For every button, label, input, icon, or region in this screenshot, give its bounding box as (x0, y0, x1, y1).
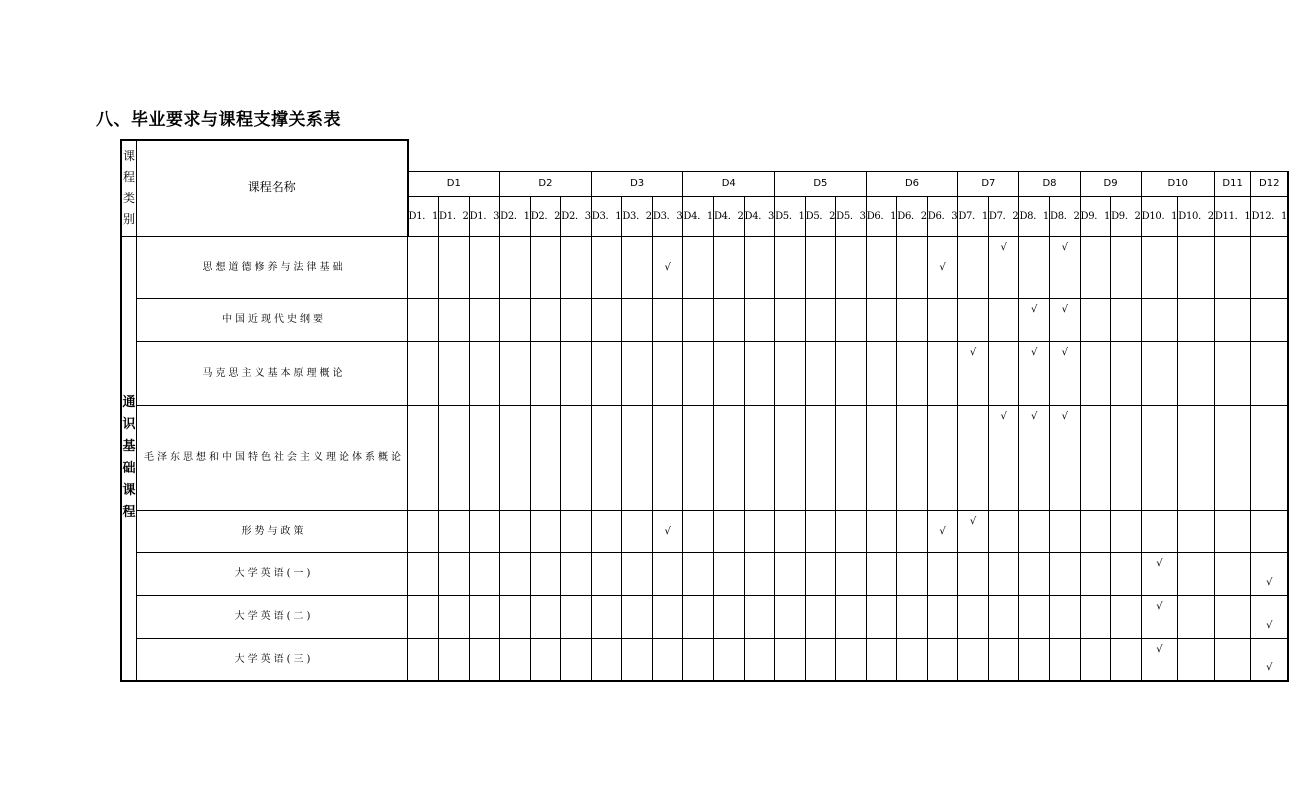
sub-header-d1-2: D1．2 (439, 196, 470, 236)
group-header-d12: D12 (1251, 171, 1288, 196)
support-cell (713, 298, 744, 341)
support-cell (500, 638, 531, 681)
group-header-d6: D6 (866, 171, 958, 196)
support-cell (958, 236, 989, 298)
support-cell (561, 510, 592, 552)
support-cell (622, 552, 653, 595)
support-cell (713, 236, 744, 298)
support-check-mark: √ (1251, 638, 1288, 681)
support-cell (1178, 298, 1215, 341)
support-cell (652, 341, 683, 405)
support-cell (805, 638, 836, 681)
support-cell (1019, 510, 1050, 552)
support-cell (469, 510, 500, 552)
support-cell (927, 638, 958, 681)
support-cell (897, 298, 928, 341)
support-cell (1178, 510, 1215, 552)
group-header-d7: D7 (958, 171, 1019, 196)
support-cell (683, 595, 714, 638)
support-cell (530, 638, 561, 681)
support-cell (775, 552, 806, 595)
support-cell (1178, 405, 1215, 510)
support-cell (469, 595, 500, 638)
support-check-mark: √ (1141, 552, 1178, 595)
support-cell (683, 552, 714, 595)
support-cell (591, 405, 622, 510)
support-cell (1214, 595, 1251, 638)
support-cell (897, 638, 928, 681)
support-cell (561, 638, 592, 681)
support-cell (897, 341, 928, 405)
support-cell (530, 298, 561, 341)
support-cell (1214, 298, 1251, 341)
course-name: 大学英语(一) (137, 552, 408, 595)
support-cell (500, 595, 531, 638)
header-blank (408, 140, 1289, 171)
support-cell (439, 510, 470, 552)
support-cell (713, 341, 744, 405)
support-cell (408, 510, 439, 552)
support-cell (958, 405, 989, 510)
support-cell (775, 341, 806, 405)
support-cell (897, 405, 928, 510)
support-cell (1111, 236, 1142, 298)
support-cell (958, 552, 989, 595)
support-cell (591, 236, 622, 298)
graduation-requirements-table (120, 139, 1289, 682)
support-cell (408, 236, 439, 298)
support-cell (713, 552, 744, 595)
sub-header-d12-1: D12．1 (1251, 196, 1288, 236)
support-cell (1049, 595, 1080, 638)
support-cell (988, 595, 1019, 638)
support-check-mark: √ (1141, 638, 1178, 681)
table-row (121, 638, 1288, 681)
support-cell (683, 638, 714, 681)
support-cell (469, 236, 500, 298)
support-cell (927, 341, 958, 405)
course-name: 大学英语(二) (137, 595, 408, 638)
support-cell (1080, 341, 1111, 405)
sub-header-d9-1: D9．1 (1080, 196, 1111, 236)
support-cell (530, 341, 561, 405)
support-cell (927, 405, 958, 510)
support-cell (683, 341, 714, 405)
sub-header-d10-1: D10．1 (1141, 196, 1178, 236)
support-check-mark: √ (1049, 236, 1080, 298)
sub-header-d1-1: D1．1 (408, 196, 439, 236)
support-cell (1049, 552, 1080, 595)
support-cell (408, 638, 439, 681)
course-name: 形势与政策 (137, 510, 408, 552)
support-cell (622, 405, 653, 510)
support-cell (775, 236, 806, 298)
sub-header-d10-2: D10．2 (1178, 196, 1215, 236)
support-cell (439, 236, 470, 298)
support-cell (591, 595, 622, 638)
support-cell (805, 510, 836, 552)
support-cell (500, 298, 531, 341)
support-cell (988, 638, 1019, 681)
group-header-d1: D1 (408, 171, 500, 196)
support-check-mark: √ (958, 510, 989, 552)
support-cell (1049, 638, 1080, 681)
support-cell (866, 552, 897, 595)
support-cell (1111, 341, 1142, 405)
sub-header-d2-1: D2．1 (500, 196, 531, 236)
support-cell (500, 341, 531, 405)
table-row (121, 341, 1288, 405)
support-cell (1214, 236, 1251, 298)
support-cell (805, 236, 836, 298)
support-cell (530, 595, 561, 638)
support-cell (805, 595, 836, 638)
sub-header-d1-3: D1．3 (469, 196, 500, 236)
support-cell (1111, 638, 1142, 681)
group-header-d4: D4 (683, 171, 775, 196)
support-cell (469, 638, 500, 681)
support-cell (439, 298, 470, 341)
support-cell (775, 510, 806, 552)
support-check-mark: √ (927, 510, 958, 552)
support-cell (1080, 552, 1111, 595)
table-row (121, 298, 1288, 341)
sub-header-d5-2: D5．2 (805, 196, 836, 236)
support-cell (439, 341, 470, 405)
support-cell (805, 552, 836, 595)
support-cell (866, 298, 897, 341)
support-cell (775, 298, 806, 341)
support-cell (561, 298, 592, 341)
support-cell (622, 595, 653, 638)
support-cell (744, 341, 775, 405)
support-cell (683, 510, 714, 552)
support-cell (1251, 236, 1288, 298)
support-cell (561, 405, 592, 510)
support-cell (744, 236, 775, 298)
support-cell (1178, 638, 1215, 681)
support-cell (1251, 510, 1288, 552)
group-header-d2: D2 (500, 171, 592, 196)
support-check-mark: √ (652, 510, 683, 552)
group-header-d8: D8 (1019, 171, 1080, 196)
support-cell (500, 510, 531, 552)
support-check-mark: √ (1019, 298, 1050, 341)
support-cell (1080, 298, 1111, 341)
header-top-row (121, 140, 1288, 171)
support-cell (1178, 595, 1215, 638)
support-cell (744, 298, 775, 341)
support-cell (897, 236, 928, 298)
sub-header-d7-1: D7．1 (958, 196, 989, 236)
support-check-mark: √ (1019, 405, 1050, 510)
support-cell (744, 552, 775, 595)
support-cell (561, 236, 592, 298)
support-cell (1214, 510, 1251, 552)
support-cell (866, 638, 897, 681)
support-cell (1178, 236, 1215, 298)
support-cell (866, 595, 897, 638)
support-cell (1214, 341, 1251, 405)
support-cell (439, 405, 470, 510)
table-row (121, 552, 1288, 595)
support-cell (652, 298, 683, 341)
support-cell (408, 341, 439, 405)
support-cell (1251, 341, 1288, 405)
support-cell (530, 510, 561, 552)
support-cell (591, 341, 622, 405)
support-cell (683, 405, 714, 510)
support-cell (988, 298, 1019, 341)
support-cell (622, 638, 653, 681)
group-header-d9: D9 (1080, 171, 1141, 196)
group-header-d10: D10 (1141, 171, 1214, 196)
support-cell (866, 510, 897, 552)
support-cell (958, 298, 989, 341)
support-cell (713, 405, 744, 510)
support-cell (805, 405, 836, 510)
support-cell (622, 341, 653, 405)
support-cell (897, 552, 928, 595)
support-cell (408, 595, 439, 638)
support-cell (1111, 298, 1142, 341)
group-header-d5: D5 (775, 171, 867, 196)
support-cell (836, 341, 867, 405)
sub-header-d3-3: D3．3 (652, 196, 683, 236)
support-cell (836, 595, 867, 638)
support-cell (469, 405, 500, 510)
category-header-label: 课程类别 (122, 149, 135, 227)
support-cell (652, 638, 683, 681)
support-cell (1019, 595, 1050, 638)
support-cell (958, 595, 989, 638)
support-cell (652, 552, 683, 595)
support-cell (1080, 405, 1111, 510)
support-cell (1019, 638, 1050, 681)
table-row (121, 236, 1288, 298)
sub-header-d6-3: D6．3 (927, 196, 958, 236)
support-cell (836, 405, 867, 510)
support-cell (1141, 341, 1178, 405)
support-check-mark: √ (958, 341, 989, 405)
support-cell (408, 552, 439, 595)
support-cell (958, 638, 989, 681)
support-cell (988, 341, 1019, 405)
course-name: 中国近现代史纲要 (137, 298, 408, 341)
support-check-mark: √ (652, 236, 683, 298)
support-cell (561, 341, 592, 405)
support-cell (775, 595, 806, 638)
support-cell (408, 298, 439, 341)
sub-header-d5-3: D5．3 (836, 196, 867, 236)
support-cell (1019, 552, 1050, 595)
group-header-d3: D3 (591, 171, 683, 196)
course-name-header-label: 课程名称 (247, 180, 296, 195)
support-cell (1251, 298, 1288, 341)
group-header-d11: D11 (1214, 171, 1251, 196)
support-cell (744, 638, 775, 681)
support-check-mark: √ (927, 236, 958, 298)
sub-header-d7-2: D7．2 (988, 196, 1019, 236)
support-cell (530, 236, 561, 298)
support-cell (1049, 510, 1080, 552)
support-cell (1111, 552, 1142, 595)
support-cell (591, 638, 622, 681)
support-cell (469, 298, 500, 341)
support-cell (1141, 298, 1178, 341)
sub-header-d3-1: D3．1 (591, 196, 622, 236)
support-check-mark: √ (1141, 595, 1178, 638)
support-cell (897, 510, 928, 552)
sub-header-d9-2: D9．2 (1111, 196, 1142, 236)
support-cell (775, 405, 806, 510)
support-cell (591, 298, 622, 341)
support-cell (744, 405, 775, 510)
support-check-mark: √ (1049, 341, 1080, 405)
support-cell (652, 595, 683, 638)
support-cell (622, 510, 653, 552)
support-check-mark: √ (1019, 341, 1050, 405)
support-cell (713, 510, 744, 552)
support-cell (836, 510, 867, 552)
category-cell (121, 236, 137, 681)
support-cell (1214, 405, 1251, 510)
support-cell (927, 298, 958, 341)
support-cell (1141, 236, 1178, 298)
support-cell (439, 595, 470, 638)
support-cell (439, 552, 470, 595)
support-cell (500, 236, 531, 298)
support-cell (713, 638, 744, 681)
support-cell (500, 405, 531, 510)
category-header (121, 140, 137, 236)
support-cell (591, 510, 622, 552)
support-cell (927, 552, 958, 595)
support-cell (439, 638, 470, 681)
support-cell (683, 298, 714, 341)
support-cell (775, 638, 806, 681)
sub-header-d4-1: D4．1 (683, 196, 714, 236)
sub-header-d8-2: D8．2 (1049, 196, 1080, 236)
support-cell (1080, 236, 1111, 298)
support-cell (1019, 236, 1050, 298)
support-cell (622, 298, 653, 341)
support-cell (1080, 638, 1111, 681)
sub-header-d3-2: D3．2 (622, 196, 653, 236)
support-cell (1251, 405, 1288, 510)
support-cell (866, 236, 897, 298)
support-cell (530, 405, 561, 510)
support-cell (1141, 405, 1178, 510)
support-cell (866, 341, 897, 405)
support-check-mark: √ (988, 236, 1019, 298)
support-cell (1214, 552, 1251, 595)
sub-header-d11-1: D11．1 (1214, 196, 1251, 236)
course-name: 思想道德修养与法律基础 (137, 236, 408, 298)
support-cell (836, 638, 867, 681)
support-cell (866, 405, 897, 510)
course-name-header (137, 140, 408, 236)
course-name: 毛泽东思想和中国特色社会主义理论体系概论 (137, 405, 408, 510)
support-cell (713, 595, 744, 638)
sub-header-d6-2: D6．2 (897, 196, 928, 236)
table-row (121, 510, 1288, 552)
support-cell (988, 552, 1019, 595)
support-cell (1111, 405, 1142, 510)
support-check-mark: √ (1049, 405, 1080, 510)
page-title: 八、毕业要求与课程支撑关系表 (96, 110, 341, 130)
support-cell (622, 236, 653, 298)
support-cell (1080, 595, 1111, 638)
support-cell (1214, 638, 1251, 681)
support-check-mark: √ (1251, 552, 1288, 595)
support-cell (927, 595, 958, 638)
support-cell (469, 552, 500, 595)
support-cell (561, 595, 592, 638)
sub-header-d4-3: D4．3 (744, 196, 775, 236)
support-cell (744, 510, 775, 552)
support-cell (1111, 510, 1142, 552)
sub-header-d8-1: D8．1 (1019, 196, 1050, 236)
support-cell (988, 510, 1019, 552)
support-cell (744, 595, 775, 638)
course-name: 大学英语(三) (137, 638, 408, 681)
support-cell (836, 236, 867, 298)
support-cell (561, 552, 592, 595)
support-cell (1141, 510, 1178, 552)
sub-header-d2-3: D2．3 (561, 196, 592, 236)
support-cell (805, 298, 836, 341)
support-cell (469, 341, 500, 405)
table-row (121, 595, 1288, 638)
support-check-mark: √ (1251, 595, 1288, 638)
support-cell (1178, 341, 1215, 405)
support-cell (836, 552, 867, 595)
support-cell (805, 341, 836, 405)
support-check-mark: √ (988, 405, 1019, 510)
support-cell (897, 595, 928, 638)
support-cell (652, 405, 683, 510)
support-cell (591, 552, 622, 595)
support-cell (1111, 595, 1142, 638)
support-cell (1178, 552, 1215, 595)
sub-header-d2-2: D2．2 (530, 196, 561, 236)
support-cell (530, 552, 561, 595)
table-row (121, 405, 1288, 510)
support-cell (1080, 510, 1111, 552)
support-cell (683, 236, 714, 298)
sub-header-d5-1: D5．1 (775, 196, 806, 236)
sub-header-d4-2: D4．2 (713, 196, 744, 236)
support-cell (500, 552, 531, 595)
support-check-mark: √ (1049, 298, 1080, 341)
support-cell (408, 405, 439, 510)
sub-header-d6-1: D6．1 (866, 196, 897, 236)
category-label: 通识基础课程 (122, 395, 136, 521)
support-cell (836, 298, 867, 341)
course-name: 马克思主义基本原理概论 (137, 341, 408, 405)
